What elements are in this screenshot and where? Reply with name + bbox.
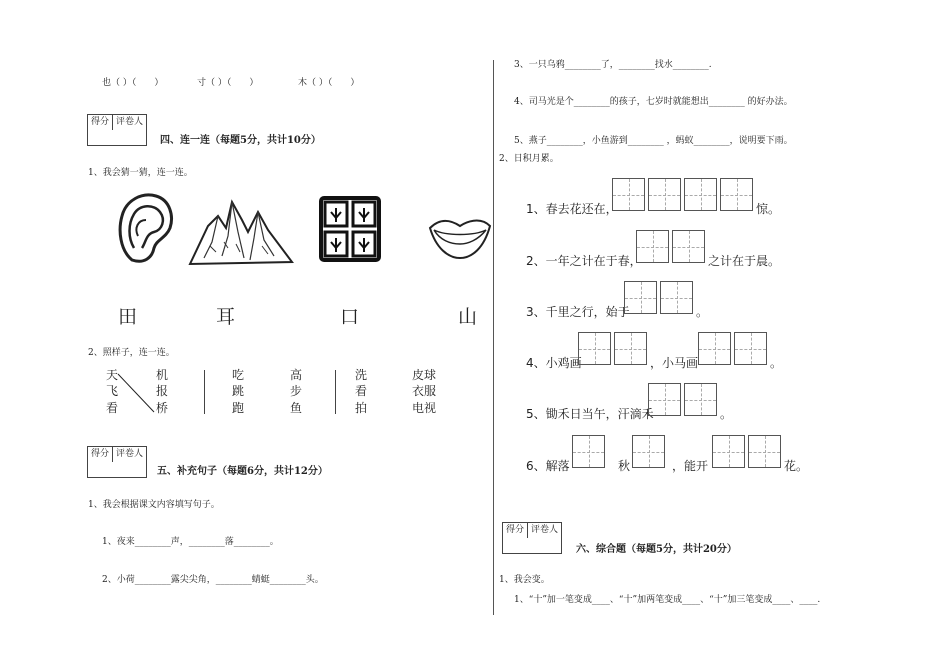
score-label: 得分 <box>88 447 113 462</box>
poem4-end: 。 <box>770 356 783 370</box>
poem4-text: 4、小鸡画 <box>526 356 582 370</box>
top-line-2: 寸（ ）（ ） <box>197 78 259 88</box>
col6-item: 衣服 <box>412 384 437 398</box>
sec5-sentence-2: 2、小荷________露尖尖角，________蜻蜓________头。 <box>102 575 324 585</box>
col1-item: 看 <box>106 401 119 415</box>
writing-cell[interactable] <box>684 178 717 211</box>
writing-cell[interactable] <box>578 332 611 365</box>
sec4-q2: 2、照样子，连一连。 <box>88 348 175 358</box>
grid-separator <box>335 370 336 414</box>
writing-cell[interactable] <box>720 178 753 211</box>
poem5-end: 。 <box>720 407 733 421</box>
col1-item: 飞 <box>106 384 119 398</box>
col4-item: 鱼 <box>290 401 303 415</box>
sec5-q1: 1、我会根据课文内容填写句子。 <box>88 500 220 510</box>
poem6-end: 花。 <box>784 459 809 473</box>
grader-label: 评卷人 <box>116 449 144 459</box>
col3-item: 跑 <box>232 401 245 415</box>
poem2-text: 2、一年之计在于春， <box>526 254 642 268</box>
right-q5: 5、燕子________，小鱼游到________ ，蚂蚁________，说明要下雨。 <box>514 136 793 146</box>
writing-cell[interactable] <box>672 230 705 263</box>
lips-icon <box>428 214 492 262</box>
col1-item: 天 <box>106 368 119 382</box>
char-tian: 田 <box>118 306 138 328</box>
grid-separator <box>204 370 205 414</box>
writing-cell[interactable] <box>684 383 717 416</box>
writing-cell[interactable] <box>698 332 731 365</box>
writing-cell[interactable] <box>614 332 647 365</box>
score-label: 得分 <box>88 115 113 130</box>
sec4-q1: 1、我会猜一猜，连一连。 <box>88 168 193 178</box>
example-connect-line <box>116 370 156 414</box>
col5-item: 拍 <box>355 401 368 415</box>
poem6-text: 6、解落 <box>526 459 570 473</box>
section-4-title: 四、连一连（每题5分，共计10分） <box>160 135 321 146</box>
col3-item: 吃 <box>232 368 245 382</box>
ear-icon <box>112 190 176 266</box>
writing-cell[interactable] <box>612 178 645 211</box>
sec6-q1: 1、我会变。 <box>499 575 550 585</box>
top-line-1: 也（ ）（ ） <box>102 78 164 88</box>
sec5-sentence-1: 1、夜来________声，________落________。 <box>102 537 279 547</box>
col4-item: 高 <box>290 368 303 382</box>
writing-cell[interactable] <box>734 332 767 365</box>
right-section-2: 2、日积月累。 <box>499 154 559 164</box>
writing-cell[interactable] <box>632 435 665 468</box>
grader-label: 评卷人 <box>116 117 144 127</box>
section-5-title: 五、补充句子（每题6分，共计12分） <box>157 466 328 477</box>
poem1-text: 1、春去花还在， <box>526 202 618 216</box>
score-box-5 <box>87 446 147 478</box>
poem1-end: 惊。 <box>756 202 781 216</box>
char-shan: 山 <box>458 306 478 328</box>
right-q4: 4、司马光是个________的孩子，七岁时就能想出________ 的好办法。 <box>514 97 793 107</box>
col5-item: 洗 <box>355 368 368 382</box>
poem6-mid: ，能开 <box>672 459 709 473</box>
writing-cell[interactable] <box>712 435 745 468</box>
col4-item: 步 <box>290 384 303 398</box>
writing-cell[interactable] <box>648 383 681 416</box>
section-6-title: 六、综合题（每题5分，共计20分） <box>576 544 737 555</box>
col2-item: 机 <box>156 368 169 382</box>
grader-label: 评卷人 <box>531 525 559 535</box>
char-er: 耳 <box>216 306 236 328</box>
writing-cell[interactable] <box>572 435 605 468</box>
poem4-mid: ，小马画 <box>650 356 699 370</box>
score-box-6 <box>502 522 562 554</box>
right-q3: 3、一只乌鸦________了，________找水________. <box>514 60 712 70</box>
poem2-end: 之计在于晨。 <box>708 254 781 268</box>
poem3-end: 。 <box>696 305 709 319</box>
col3-item: 跳 <box>232 384 245 398</box>
mountain-icon <box>188 196 294 266</box>
writing-cell[interactable] <box>748 435 781 468</box>
field-icon <box>319 196 381 262</box>
writing-cell[interactable] <box>636 230 669 263</box>
poem5-text: 5、锄禾日当午，汗滴禾 <box>526 407 654 421</box>
score-label: 得分 <box>503 523 528 538</box>
sec6-sentence-1: 1、“十”加一笔变成____、“十”加两笔变成____、“十”加三笔变成____、____. <box>514 595 821 605</box>
top-line-3: 木（ ）（ ） <box>298 78 360 88</box>
col6-item: 电视 <box>412 401 437 415</box>
writing-cell[interactable] <box>648 178 681 211</box>
col5-item: 看 <box>355 384 368 398</box>
col2-item: 报 <box>156 384 169 398</box>
writing-cell[interactable] <box>660 281 693 314</box>
char-kou: 口 <box>340 306 360 328</box>
col2-item: 桥 <box>156 401 169 415</box>
column-divider <box>493 60 494 615</box>
writing-cell[interactable] <box>624 281 657 314</box>
poem6-autumn: 秋 <box>618 459 631 473</box>
score-box-4 <box>87 114 147 146</box>
col6-item: 皮球 <box>412 368 437 382</box>
poem3-text: 3、千里之行，始于 <box>526 305 630 319</box>
